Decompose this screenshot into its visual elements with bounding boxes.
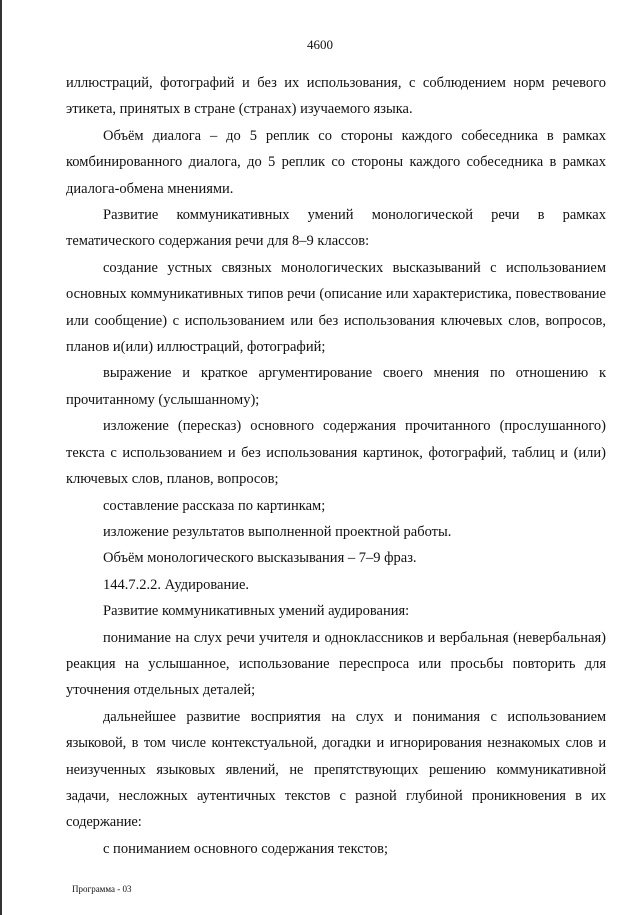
paragraph-retelling: изложение (пересказ) основного содержания прочитанного (прослушанного) текста с использованием и без использования картинок, фотографий, таблиц и (или) ключевых слов, планов, вопросов; — [66, 418, 606, 488]
paragraph-opinion: выражение и краткое аргументирование своего мнения по отношению к прочитанному (услышанному); — [66, 365, 606, 408]
paragraph-dialogue-volume: Объём диалога – до 5 реплик со стороны каждого собеседника в рамках комбинированного диалога, до 5 реплик со стороны каждого собеседника в рамках диалога-обмена мнениями. — [66, 127, 606, 197]
paragraph-listening-understanding: понимание на слух речи учителя и одноклассников и вербальная (невербальная) реакция на услышанное, использование переспроса или просьбы повторить для уточнения отдельных деталей; — [66, 629, 606, 699]
page-number: 4600 — [307, 37, 333, 52]
paragraph-monologue-volume: Объём монологического высказывания – 7–9 фраз. — [103, 550, 417, 567]
paragraph-listening-skills: Развитие коммуникативных умений аудирования: — [103, 603, 410, 620]
paragraph-continuation: иллюстраций, фотографий и без их использования, с соблюдением норм речевого этикета, принятых в стране (странах) изучаемого языка. — [66, 75, 606, 118]
scan-edge — [0, 0, 2, 915]
footer-label: Программа - 03 — [72, 884, 132, 894]
paragraph-listening-development: дальнейшее развитие восприятия на слух и понимания с использованием языковой, в том числе контекстуальной, догадки и игнорирования незнакомых слов и неизученных языковых явлений, не препятствующих решению коммуникативной задачи, несложных аутентичных текстов с разной глубиной проникновения в их содержание: — [66, 708, 606, 831]
paragraph-project: изложение результатов выполненной проектной работы. — [103, 523, 452, 540]
paragraph-monologue-creation: создание устных связных монологических высказываний с использованием основных коммуникативных типов речи (описание или характеристика, повествование или сообщение) с использованием или без использования ключевых слов, вопросов, планов и(или) иллюстраций, фотографий; — [66, 259, 606, 356]
section-heading-listening: 144.7.2.2. Аудирование. — [103, 576, 250, 593]
paragraph-monologue-skills: Развитие коммуникативных умений монологической речи в рамках тематического содержания речи для 8–9 классов: — [66, 207, 606, 250]
paragraph-story: составление рассказа по картинкам; — [103, 497, 326, 514]
body-text — [66, 70, 606, 862]
paragraph-main-content: с пониманием основного содержания текстов; — [103, 840, 388, 857]
